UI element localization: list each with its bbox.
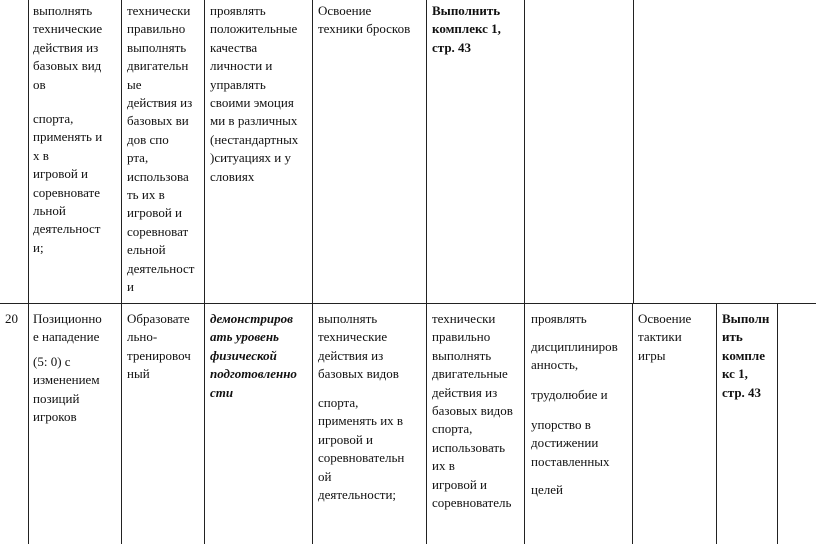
column-divider [633, 0, 634, 303]
column-divider [632, 303, 633, 544]
column-divider [524, 0, 525, 303]
row1-planned-results-text: выполнять технические действия из базовых вид ов [33, 3, 103, 92]
row2-meta-results-2: технически правильно выполнять двигательные действия из базовых видов спорта, использовать их в игровой и соревнователь [432, 311, 513, 511]
row2-topic-cont: (5: 0) с изменением позиций игроков [33, 354, 100, 425]
row1-homework: Выполнить комплекс 1, стр. 43 [432, 3, 501, 55]
row2-topic: Позиционно е нападение [33, 311, 102, 345]
row2-activity: Освоение тактики игры [638, 311, 692, 363]
row1-meta-results: технически правильно выполнять двигательн ые действия из базовых ви дов спо рта, использова ть их в игровой и соревноват ельной деятельност и [127, 3, 195, 295]
column-divider [28, 0, 29, 544]
column-divider [716, 303, 717, 544]
column-divider [777, 303, 778, 544]
row2-lesson-type: Образовате льно- тренировоч ный [127, 311, 191, 382]
column-divider [204, 0, 205, 544]
column-divider [524, 303, 525, 544]
row2-personal-2: дисциплиниров анность, [531, 339, 618, 373]
row2-lesson-number: 20 [5, 311, 18, 326]
row-divider [0, 303, 816, 304]
row2-personal-1: проявлять [531, 311, 587, 326]
column-divider [312, 0, 313, 544]
row1-planned-results-text-cont: спорта, применять и х в игровой и соревновате льной деятельност и; [33, 111, 103, 255]
row2-meta-results-cont: спорта, применять их в игровой и соревновательн ой деятельности; [318, 395, 405, 503]
column-divider [121, 0, 122, 544]
row2-homework: Выполн ить компле кс 1, стр. 43 [722, 311, 770, 400]
row2-personal-3: трудолюбие и [531, 387, 608, 402]
row1-activity: Освоение техники бросков [318, 3, 411, 37]
row2-personal-4: упорство в достижении поставленных [531, 417, 610, 469]
row2-subject-results: демонстриров ать уровень физической подготовленно сти [210, 311, 297, 400]
row2-personal-5: целей [531, 482, 563, 497]
column-divider [426, 0, 427, 544]
row2-meta-results: выполнять технические действия из базовых видов [318, 311, 399, 382]
row1-personal-results: проявлять положительные качества личности и управлять своими эмоция ми в различных (нестандартных )ситуациях и у словиях [210, 3, 299, 184]
